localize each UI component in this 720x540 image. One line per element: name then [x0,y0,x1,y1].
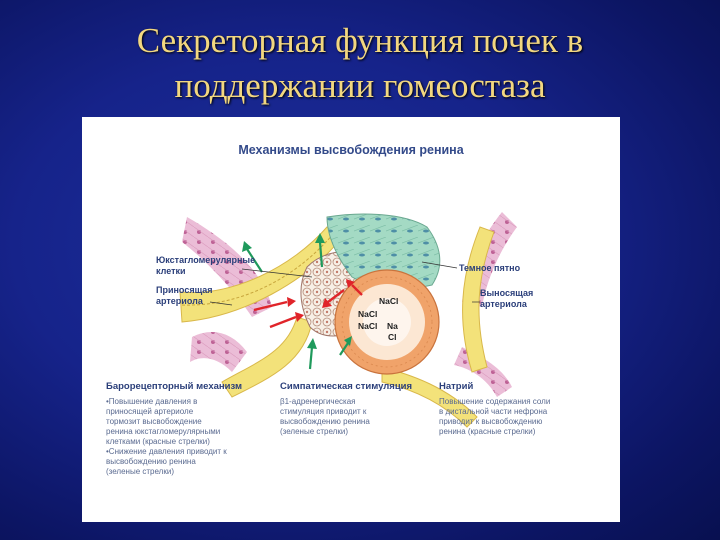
slide-title-line-1: Секреторная функция почек в [136,21,584,60]
baro-line: приносящей артериоле [106,407,194,416]
symp-caption-title: Симпатическая стимуляция [280,381,413,392]
baro-line: ренина юкстагломерулярными [106,427,221,436]
baro-line: (зеленые стрелки) [106,467,174,476]
na-caption-text [439,397,550,437]
label-afferent-line-2: артериола [156,296,203,306]
na-line: ренина (красные стрелки) [439,427,536,436]
label-afferent-line-1: Приносящая [156,285,213,295]
slide-title [0,18,720,108]
renin-diagram-figure [82,117,620,522]
symp-line: (зеленые стрелки) [280,427,348,436]
baro-line: •Снижение давления приводит к [106,447,227,456]
green-arrow-3 [310,347,312,369]
symp-line: высвобождению ренина [280,417,370,426]
label-efferent-arteriole [480,288,533,310]
label-macula: Темное пятно [459,263,521,273]
na-line: Повышение содержания соли [439,397,551,406]
label-jg-cells-line-1: Юкстагломерулярные [156,255,256,265]
baro-line: клетками (красные стрелки) [106,437,210,446]
na-line: приводит к высвобождению [439,417,543,426]
symp-caption-text [280,397,370,437]
label-jg-cells-line-2: клетки [156,266,186,276]
baro-line: •Повышение давления в [106,397,198,406]
label-afferent-arteriole [156,285,213,307]
figure-heading: Механизмы высвобождения ренина [238,143,464,157]
baro-caption-title: Барорецепторный механизм [106,381,242,392]
baro-caption-text [106,397,227,477]
label-efferent-line-2: артериола [480,299,527,309]
nacl-label-3: NaCl [358,321,378,331]
label-efferent-line-1: Выносящая [480,288,534,298]
baro-line: высвобождению ренина [106,457,196,466]
slide-title-line-2: поддержании гомеостаза [174,66,546,105]
cl-label: Cl [388,332,397,342]
na-caption-title: Натрий [439,381,474,392]
red-arrow-2 [270,317,296,327]
left-lower-tissue [190,332,247,372]
symp-line: β1-адренергическая [280,397,356,406]
baro-line: тормозит высвобождение [106,417,202,426]
symp-line: стимуляция приводит к [280,407,367,416]
nacl-label-2: NaCl [358,309,378,319]
nacl-label-1: NaCl [379,296,399,306]
na-label: Na [387,321,398,331]
label-jg-cells [156,255,255,277]
na-line: в дистальной части нефрона [439,407,548,416]
